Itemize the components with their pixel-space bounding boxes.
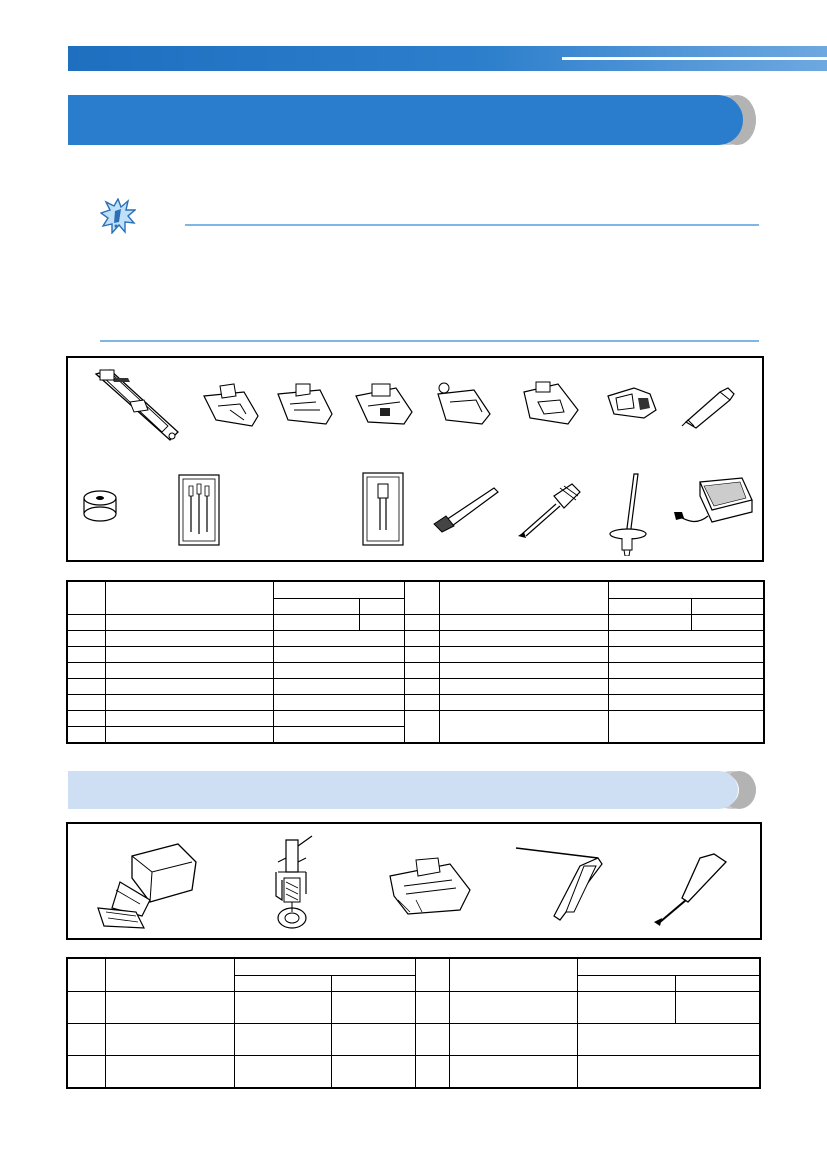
table-header-cell bbox=[675, 975, 760, 992]
included-accessories-figure bbox=[66, 356, 764, 562]
seam-ripper-icon bbox=[680, 382, 740, 430]
optional-accessories-table bbox=[66, 957, 761, 1089]
presser-foot-icon bbox=[274, 380, 336, 428]
table-header-cell bbox=[234, 975, 331, 992]
section-title-cap bbox=[693, 95, 743, 145]
optional-accessories-figure bbox=[66, 822, 762, 940]
table-header-cell bbox=[608, 581, 764, 598]
table-header-cell bbox=[273, 598, 359, 615]
table-row bbox=[67, 992, 760, 1024]
buttonhole-foot-icon bbox=[90, 366, 182, 446]
table-row bbox=[67, 1024, 760, 1056]
walking-foot-icon bbox=[92, 838, 202, 932]
presser-foot-icon bbox=[200, 380, 262, 428]
screwdriver-icon bbox=[648, 852, 738, 928]
table-header-cell bbox=[608, 598, 691, 615]
header-rule bbox=[562, 57, 827, 60]
table-header-cell bbox=[415, 958, 449, 992]
needle-set-icon bbox=[178, 474, 220, 546]
bobbin-icon bbox=[80, 488, 120, 526]
table-header-cell bbox=[449, 958, 577, 992]
table-row bbox=[67, 679, 764, 695]
table-header-cell bbox=[331, 975, 415, 992]
table-row bbox=[67, 631, 764, 647]
table-header-cell bbox=[105, 581, 273, 615]
table-row bbox=[67, 695, 764, 711]
table-header-cell bbox=[577, 958, 760, 975]
memo-note-icon bbox=[100, 198, 136, 234]
table-header-cell bbox=[67, 581, 105, 615]
optional-accessories-cap bbox=[700, 771, 738, 809]
memo-rule-bottom bbox=[100, 340, 759, 342]
quilting-foot-icon bbox=[262, 832, 332, 936]
table-row bbox=[67, 711, 764, 727]
memo-rule-top bbox=[185, 224, 759, 226]
presser-foot-icon bbox=[354, 380, 416, 428]
optional-accessories-bar bbox=[68, 771, 718, 809]
foot-controller-icon bbox=[672, 476, 756, 540]
included-accessories-table bbox=[66, 580, 765, 744]
screwdriver-icon bbox=[514, 482, 584, 542]
table-header-cell bbox=[359, 598, 404, 615]
section-title-bar bbox=[68, 95, 718, 145]
table-row bbox=[67, 663, 764, 679]
presser-foot-icon bbox=[432, 378, 494, 428]
presser-foot-icon bbox=[604, 384, 660, 424]
cleaning-brush-icon bbox=[430, 484, 500, 534]
table-header-cell bbox=[404, 581, 439, 615]
twin-needle-icon bbox=[362, 472, 404, 546]
presser-foot-icon bbox=[520, 378, 582, 428]
table-header-cell bbox=[577, 975, 675, 992]
table-header-cell bbox=[105, 958, 234, 992]
table-header-cell bbox=[67, 958, 105, 992]
table-header-cell bbox=[691, 598, 764, 615]
table-header-cell bbox=[273, 581, 404, 598]
table-header-cell bbox=[439, 581, 608, 615]
quarter-inch-foot-icon bbox=[386, 856, 476, 918]
quilting-guide-icon bbox=[514, 842, 606, 924]
table-row bbox=[67, 615, 764, 631]
spool-pin-icon bbox=[604, 470, 654, 556]
table-row bbox=[67, 1056, 760, 1089]
table-row bbox=[67, 647, 764, 663]
table-header-cell bbox=[234, 958, 415, 975]
